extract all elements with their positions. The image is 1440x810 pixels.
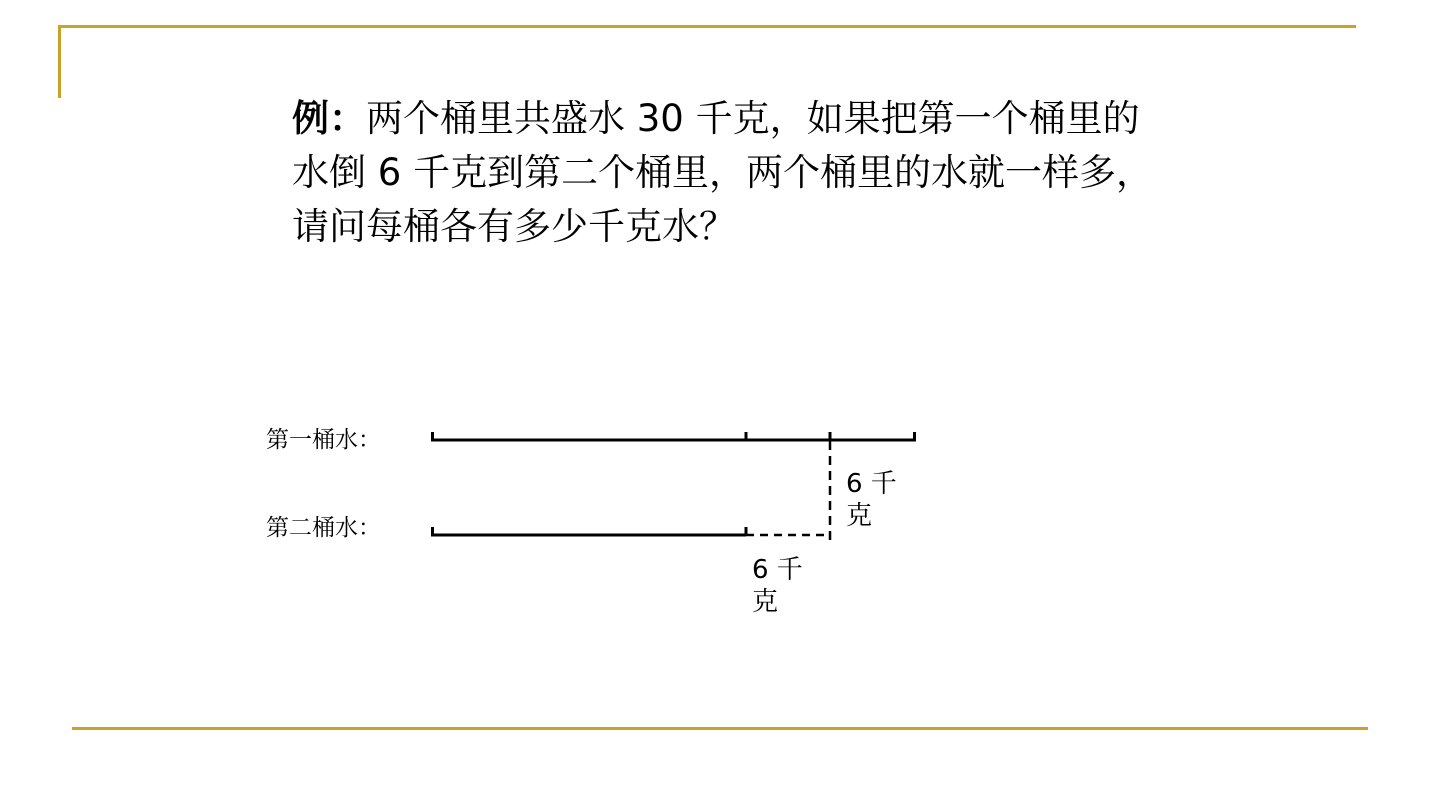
- bucket2-segment: [431, 527, 830, 536]
- transfer-amount-note: 6 千克: [846, 469, 897, 531]
- problem-label: 例：: [292, 97, 366, 140]
- bucket2-label: 第二桶水：: [266, 515, 381, 541]
- bucket1-segment: [431, 432, 916, 441]
- extra-amount-note: 6 千克: [752, 555, 803, 617]
- bucket1-label: 第一桶水：: [266, 427, 381, 453]
- problem-text: 两个桶里共盛水 30 千克，如果把第一个桶里的水倒 6 千克到第二个桶里，两个桶里的水就一样多，请问每桶各有多少千克水？: [292, 97, 1154, 248]
